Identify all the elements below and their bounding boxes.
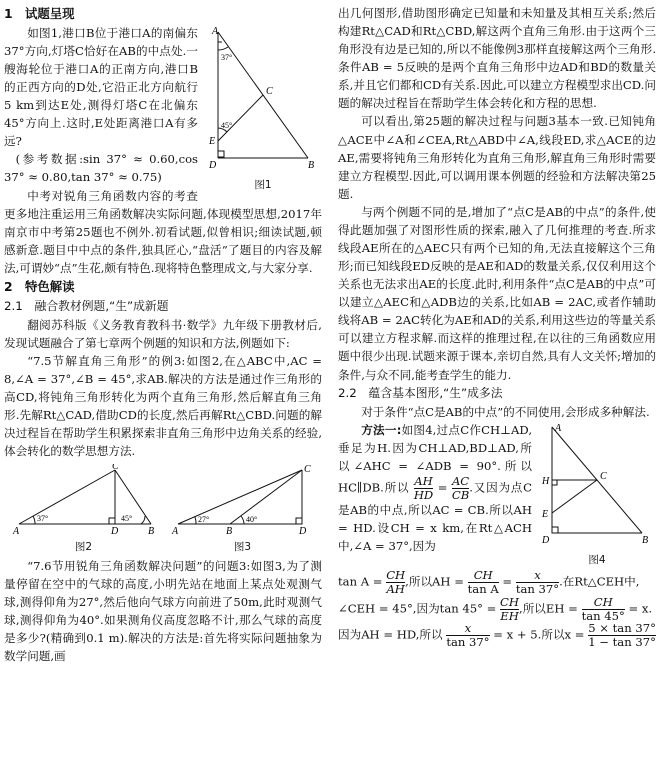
fig1-label-a: A bbox=[212, 25, 219, 37]
fig3-angle-27: 27° bbox=[198, 515, 210, 525]
fig1-angle-45: 45° bbox=[221, 120, 233, 130]
fig4-label-h: H bbox=[542, 475, 550, 487]
fig3-label-d: D bbox=[299, 526, 307, 537]
paragraph-comparison: 可以看出,第25题的解决过程与问题3基本一致.已知钝角△ACE中∠A和∠CEA,Rt△ABD中∠A,线段ED,求△ACE的边AE,需要将钝角三角形转化为直角三角形,解直角三角形时需要建立方程模型.因此,可以调用课本例题的经验和方法解决第25题. bbox=[338, 114, 656, 201]
fig2-label-a: A bbox=[13, 526, 20, 537]
method-1-part-b: .又因为点C是AB的中点,所以AC = CB.所以AH = HD.设CH = x km,在Rt△ACH中,∠A = 37°,因为 bbox=[338, 480, 533, 554]
fraction-ch-tana: $\frac{CH}{\text{tan A}}$ bbox=[467, 568, 499, 597]
fig4-label-b: B bbox=[642, 534, 649, 546]
fraction-ah-hd: $\frac{AH}{HD}$ bbox=[413, 473, 434, 502]
fig1-angle-37: 37° bbox=[221, 52, 233, 62]
paragraph-textbook: 翻阅苏科版《义务教育教科书·数学》九年级下册教材后,发现试题融合了第七章两个例题的知识和方法,例题如下: bbox=[4, 317, 322, 350]
method-1-label: 方法一: bbox=[361, 422, 402, 437]
paragraph-multiple-methods: 对于条件“点C是AB的中点”的不同使用,会形成多种解法. bbox=[361, 404, 650, 419]
method-1-part-a: 如图4,过点C作CH⊥AD,垂足为H.因为CH⊥AD,BD⊥AD,所以∠AHC = ∠ADB = 90°.所以HC∥DB.所以 bbox=[338, 422, 533, 495]
section-1-title: 1 试题呈现 bbox=[4, 6, 75, 21]
figure-2-caption: 图2 bbox=[74, 541, 93, 554]
section-2-1-title: 2.1 融合教材例题,“生”成新题 bbox=[4, 298, 169, 313]
fig3-label-a: A bbox=[172, 526, 179, 537]
fraction-x-result: $\frac{5 \times \tan 37^\circ}{1 - \tan 37^\circ}$ bbox=[588, 621, 656, 650]
paragraph-continued: 出几何图形,借助图形确定已知量和未知量及其相互关系;然后构建Rt△CAD和Rt△CBD,解这两个直角三角形.由于这两个三角形没有边是已知的,所以不能像例3那样直接解这两个三角形.条件AB = 5反映的是两个直角三角形中边AD和BD的数量关系,并且它们都和CD有关系.因此,可以建立方程模型求出CD.问题的解决过程旨在帮助学生体会转化和方程的思想. bbox=[338, 6, 656, 111]
fig1-label-c: C bbox=[266, 85, 273, 97]
fig1-label-b: B bbox=[308, 159, 315, 171]
paragraph-problem-3: “7.6节用锐角三角函数解决问题”的问题3:如图3,为了测量停留在空中的气球的高度,小明先站在地面上某点处观测气球,测得仰角为27°,然后他向气球方向前进了50m,此时观测气球,测得仰角为40°.如果测角仪高度忽略不计,那么气球的高度是多少?(精确到0.1 m).解决的方法是:首先将实际问题抽象为数学问题,画 bbox=[4, 559, 322, 664]
figure-2 bbox=[11, 464, 156, 555]
fraction-ch-eh: $\frac{CH}{EH}$ bbox=[500, 594, 520, 623]
paragraph-intro: 中考对锐角三角函数内容的考查更多地注重运用三角函数解决实际问题,体现模型思想,2017年南京市中考第25题也不例外.初看试题,似曾相识;细读试题,顿感新意.题目中中点的条件,独具匠心,“盘活”了题目的内容及解法,可谓妙“点”生花,颇有特色.现将特色整理成文,与大家分享. bbox=[4, 188, 322, 275]
figure-3-diagram bbox=[170, 464, 315, 536]
fig3-label-b: B bbox=[226, 526, 233, 537]
fig1-label-e: E bbox=[209, 135, 216, 147]
reference-data: (参考数据:sin 37° ≈ 0.60,cos 37° ≈ 0.80,tan 37° ≈ 0.75) bbox=[4, 152, 198, 185]
fig4-label-a: A bbox=[555, 422, 562, 434]
fig2-angle-45: 45° bbox=[121, 514, 133, 524]
equation-solve-x: 因为AH = HD,所以 $\frac{x}{\tan 37^\circ}$ = x + 5.所以x = $\frac{5 \times \tan 37^\circ}{1 - \tan 37^\circ}$ bbox=[338, 621, 656, 650]
paragraph-midpoint: 与两个例题不同的是,增加了“点C是AB的中点”的条件,使得此题加强了对图形性质的探索,融入了几何推理的考查.所求线段AE所在的△AEC只有两个已知的角,无法直接解这个三角形;而已知线段ED反映的是AE和AD的数量关系,仅仅利用这个关系也无法求出AE的长度.此时,利用条件“点C是AB的中点”可以建立△AEC和△ADB边的关系,比如AB = 2AC,或者作辅助线将AB = 2AC转化为AE和AD的关系,利用这些边的等量关系可以建立方程求解.而这样的推理过程,在以往的三角函数应用题中很少出现.试题来源于课本,亲切自然,具有人文关怀;增加的条件,与众不同,能考查学生的能力. bbox=[338, 204, 656, 382]
figure-3-caption: 图3 bbox=[233, 541, 252, 554]
fig4-label-e: E bbox=[542, 508, 549, 520]
fig3-angle-40: 40° bbox=[246, 515, 258, 525]
figure-1-diagram bbox=[204, 24, 322, 174]
fig4-label-d: D bbox=[542, 534, 550, 546]
equation-tan-a: tan A = $\frac{CH}{AH}$ ,所以AH = $\frac{CH}{\text{tan A}}$ = $\frac{x}{\tan 37^\circ}$ .在Rt△CEH中, bbox=[338, 568, 640, 597]
fig2-label-d: D bbox=[111, 526, 119, 537]
fig2-angle-37: 37° bbox=[37, 514, 49, 524]
figure-4-diagram bbox=[538, 421, 656, 549]
figure-1 bbox=[204, 24, 322, 193]
fraction-ch-tan45: $\frac{CH}{\tan 45^\circ}$ bbox=[581, 594, 625, 623]
figure-4-caption: 图4 bbox=[588, 553, 606, 566]
figures-2-3-row bbox=[4, 464, 322, 555]
fig3-label-c: C bbox=[304, 464, 311, 476]
fig4-label-c: C bbox=[600, 470, 607, 482]
right-column bbox=[338, 4, 656, 649]
figure-1-caption: 图1 bbox=[254, 178, 272, 191]
figure-3 bbox=[170, 464, 315, 555]
equation-ceh: ∠CEH = 45°,因为tan 45° = $\frac{CH}{EH}$ ,所以EH = $\frac{CH}{\tan 45^\circ}$ = x. bbox=[338, 594, 653, 623]
fraction-ch-ah: $\frac{CH}{AH}$ bbox=[386, 568, 406, 597]
fraction-ac-cb: $\frac{AC}{CB}$ bbox=[451, 473, 470, 502]
section-2-title: 2 特色解读 bbox=[4, 278, 75, 294]
paragraph-example-3: “7.5节解直角三角形”的例3:如图2,在△ABC中,AC = 8,∠A = 37°,∠B = 45°,求AB.解决的方法是通过作三角形的高CD,将钝角三角形转化为两个直角三角形,然后解直角三角形.先解Rt△CAD,借助CD的长度,然后再解Rt△CBD.问题的解决过程旨在帮助学生积累探索非直角三角形中边角关系的经验,体会转化的数学思想方法. bbox=[4, 353, 322, 459]
fig1-label-d: D bbox=[209, 159, 217, 171]
fig2-label-b: B bbox=[148, 526, 155, 537]
left-column bbox=[4, 4, 322, 665]
figure-2-diagram bbox=[11, 464, 156, 536]
figure-4 bbox=[538, 421, 656, 568]
method-1-text: 方法一:如图4,过点C作CH⊥AD,垂足为H.因为CH⊥AD,BD⊥AD,所以∠AHC = ∠ADB = 90°.所以HC∥DB.所以 $\frac{AH}{HD}$ = $\frac{AC}{CB}$ .又因为点C是AB的中点,所以AC = CB.所以AH = HD.设CH = x km,在Rt△ACH中,∠A = 37°,因为 bbox=[338, 422, 533, 554]
section-2-2-title: 2.2 蕴含基本图形,“生”成多法 bbox=[338, 385, 503, 400]
problem-text: 如图1,港口B位于港口A的南偏东37°方向,灯塔C恰好在AB的中点处.一艘海轮位于港口A的正南方向,港口B的正西方向的D处,它沿正北方向航行5 km到达E处,测得灯塔C在北偏东45°方向上.这时,E处距离港口A有多远? bbox=[4, 25, 198, 149]
fraction-x-tan37: $\frac{x}{\tan 37^\circ}$ bbox=[515, 568, 560, 597]
fraction-x-tan37-b: $\frac{x}{\tan 37^\circ}$ bbox=[446, 621, 490, 650]
fig2-label-c: C bbox=[112, 464, 119, 473]
